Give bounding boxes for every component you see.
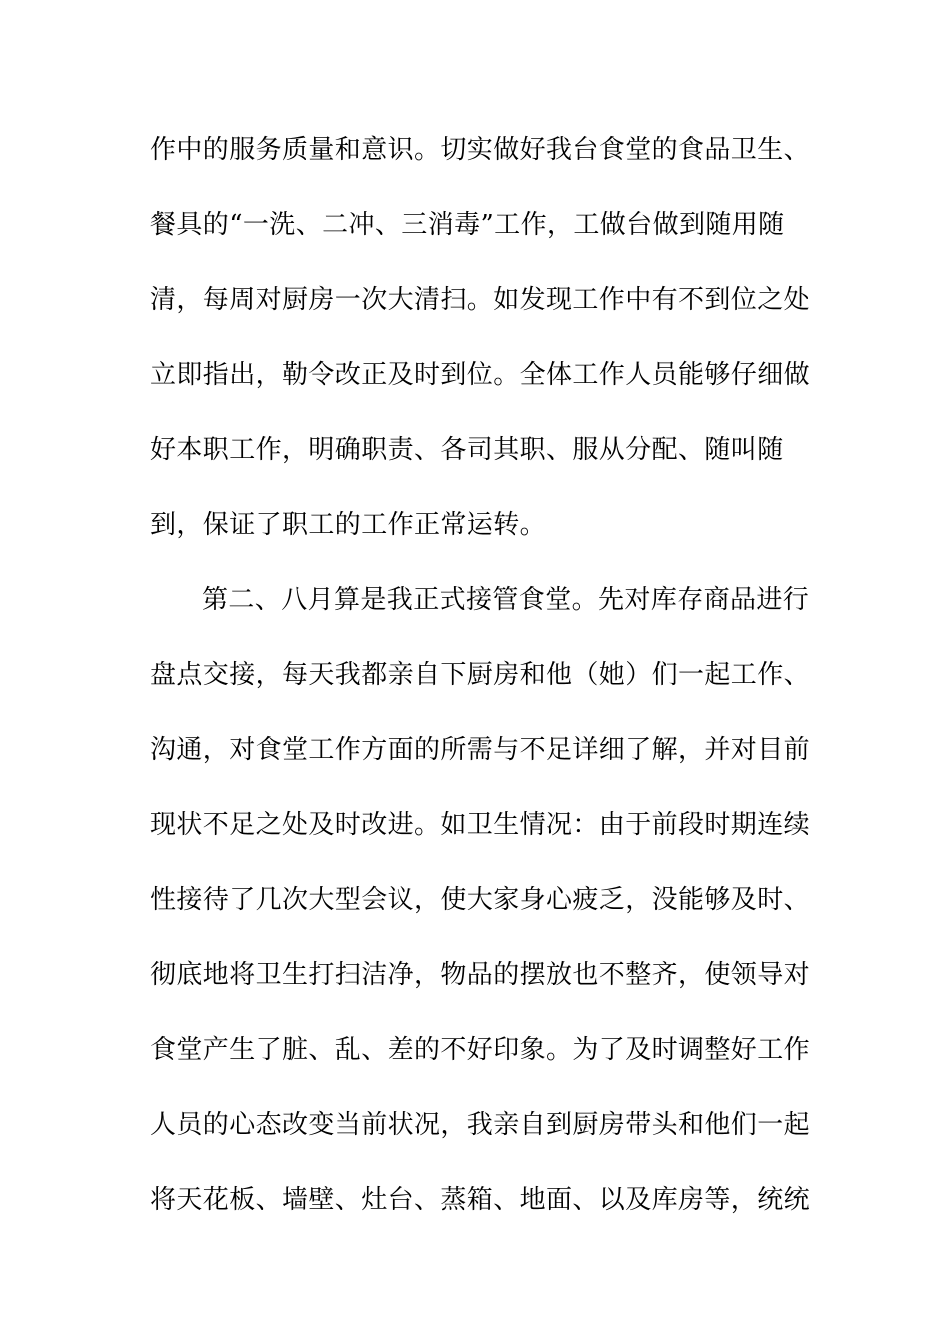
text-line: 彻底地将卫生打扫洁净，物品的摆放也不整齐，使领导对 <box>150 960 811 990</box>
text-line: 盘点交接，每天我都亲自下厨房和他（她）们一起工作、 <box>150 660 811 690</box>
text-line: 人员的心态改变当前状况，我亲自到厨房带头和他们一起 <box>150 1110 811 1140</box>
text-line: 性接待了几次大型会议，使大家身心疲乏，没能够及时、 <box>150 885 811 915</box>
text-line: 第二、八月算是我正式接管食堂。先对库存商品进行 <box>202 585 810 615</box>
text-line: 餐具的“一洗、二冲、三消毒”工作，工做台做到随用随 <box>150 210 785 240</box>
text-line: 沟通，对食堂工作方面的所需与不足详细了解，并对目前 <box>150 735 811 765</box>
text-line: 到，保证了职工的工作正常运转。 <box>150 510 547 540</box>
text-line: 立即指出，勒令改正及时到位。全体工作人员能够仔细做 <box>150 360 811 390</box>
text-line: 作中的服务质量和意识。切实做好我台食堂的食品卫生、 <box>150 135 811 165</box>
text-line: 将天花板、墙壁、灶台、蒸箱、地面、以及库房等，统统 <box>150 1185 811 1215</box>
text-line: 现状不足之处及时改进。如卫生情况：由于前段时期连续 <box>150 810 811 840</box>
text-line: 清，每周对厨房一次大清扫。如发现工作中有不到位之处 <box>150 285 811 315</box>
text-line: 食堂产生了脏、乱、差的不好印象。为了及时调整好工作 <box>150 1035 811 1065</box>
text-line: 好本职工作，明确职责、各司其职、服从分配、随叫随 <box>150 435 784 465</box>
